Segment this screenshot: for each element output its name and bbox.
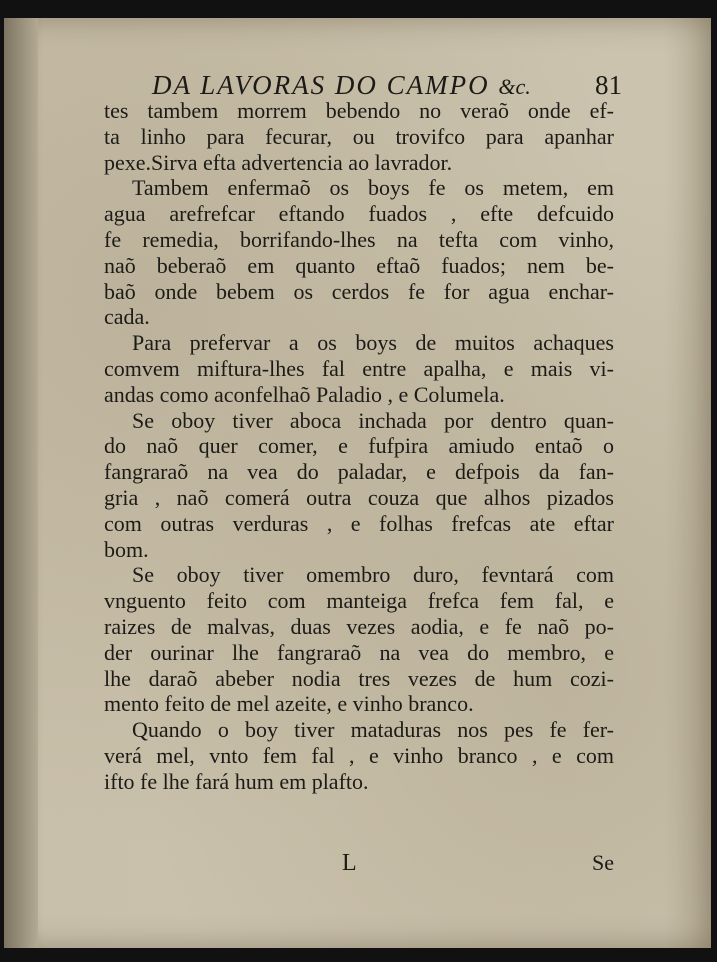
signature-mark: L xyxy=(342,850,357,876)
text-line: naõ beberaõ em quanto eftaõ fuados; nem be- xyxy=(104,252,614,278)
text-line: lhe daraõ abeber nodia tres vezes de hum cozi- xyxy=(104,665,614,691)
text-line: Se oboy tiver aboca inchada por dentro quan- xyxy=(132,407,614,433)
page-gutter-shadow xyxy=(4,18,38,948)
text-line: Tambem enfermaõ os boys fe os metem, em xyxy=(132,175,614,201)
text-line: verá mel, vnto fem fal , e vinho branco , e com xyxy=(104,742,614,768)
body-text xyxy=(104,98,614,795)
running-title: DA LAVORAS DO CAMPO xyxy=(152,70,490,100)
text-line: Se oboy tiver omembro duro, fevntará com xyxy=(132,562,614,588)
text-line: baõ onde bebem os cerdos fe for agua enchar- xyxy=(104,278,614,304)
text-line: andas como aconfelhaõ Paladio , e Columela. xyxy=(104,381,505,407)
text-line: ta linho para fecurar, ou trovifco para apanhar xyxy=(104,123,614,149)
text-line: Para prefervar a os boys de muitos achaques xyxy=(132,330,614,356)
running-header xyxy=(152,70,622,101)
running-title-etc: &c. xyxy=(498,74,531,99)
text-line: Quando o boy tiver mataduras nos pes fe fer- xyxy=(132,717,614,743)
catchword: Se xyxy=(592,850,614,875)
book-page xyxy=(4,18,711,948)
text-line: com outras verduras , e folhas frefcas ate eftar xyxy=(104,510,614,536)
text-line: do naõ quer comer, e fufpira amiudo entaõ o xyxy=(104,433,614,459)
text-line: vnguento feito com manteiga frefca fem fal, e xyxy=(104,588,614,614)
text-line: comvem miftura-lhes fal entre apalha, e mais vi- xyxy=(104,355,614,381)
text-line: cada. xyxy=(104,304,150,330)
text-line: raizes de malvas, duas vezes aodia, e fe naõ po- xyxy=(104,613,614,639)
text-line: bom. xyxy=(104,536,149,562)
text-line: gria , naõ comerá outra couza que alhos pizados xyxy=(104,484,614,510)
page-footer xyxy=(104,850,614,880)
text-line: fangraraõ na vea do paladar, e defpois da fan- xyxy=(104,459,614,485)
text-line: fe remedia, borrifando-lhes na tefta com vinho, xyxy=(104,226,614,252)
text-line: agua arefrefcar eftando fuados , efte defcuido xyxy=(104,201,614,227)
text-line: tes tambem morrem bebendo no veraõ onde ef- xyxy=(104,98,614,123)
text-line: pexe.Sirva efta advertencia ao lavrador. xyxy=(104,149,453,175)
text-line: mento feito de mel azeite, e vinho branco. xyxy=(104,691,474,717)
text-line: der ourinar lhe fangraraõ na vea do membro, e xyxy=(104,639,614,665)
text-line: ifto fe lhe fará hum em plafto. xyxy=(104,768,369,794)
page-number: 81 xyxy=(595,70,622,100)
